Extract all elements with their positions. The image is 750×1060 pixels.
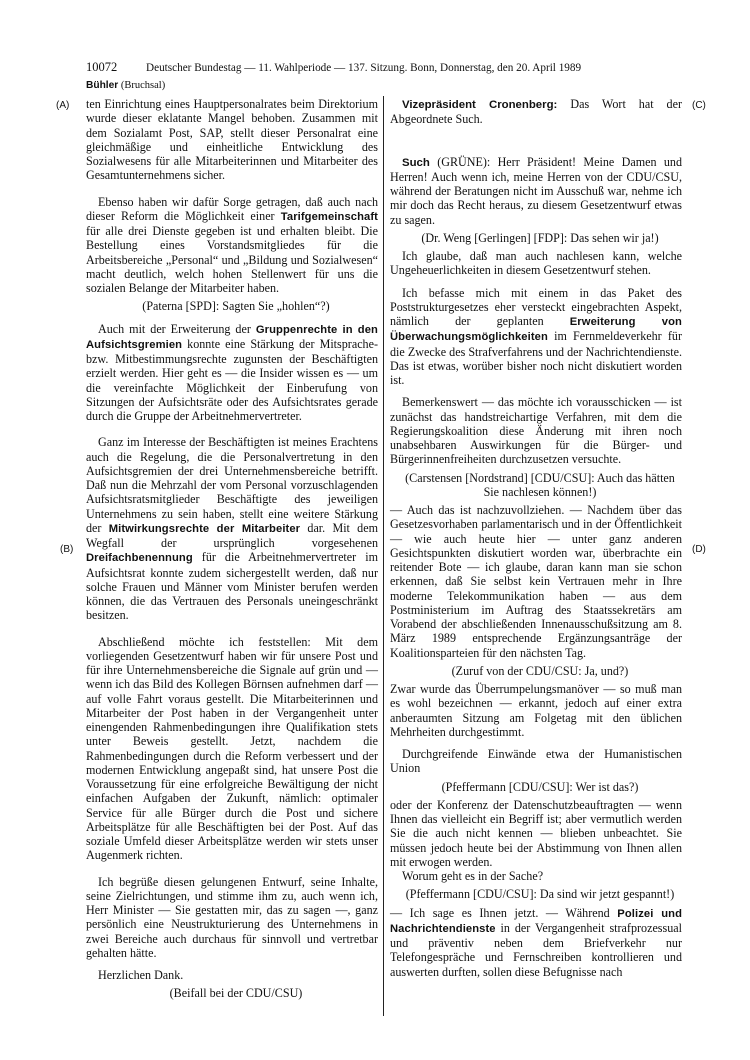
- interjection: (Pfeffermann [CDU/CSU]: Da sind wir jetzt gespannt!): [405, 887, 675, 902]
- paragraph: Ich befasse mich mit einem in das Paket des Poststrukturgesetzes eher versteckt eingebrachten Aspekt, nämlich der geplanten Erweiterung von Überwachungsmöglichkeiten im Fernmeldeverkehr für die Zwecke des Strafverfahrens und der Nachrichtendienste. Das ist etwas, worüber bisher noch nicht diskutiert worden ist.: [390, 285, 682, 387]
- paragraph-text: (GRÜNE): Herr Präsident! Meine Damen und Herren! Auch wenn ich, meine Herren von der CDU/CSU, während der Beratungen nicht im Ausschuß war, nehme ich mir doch das Recht heraus, zu diesem Gesetzentwurf etwas zu sagen.: [390, 154, 682, 227]
- right-column: [390, 97, 682, 979]
- column-divider: [383, 96, 384, 1016]
- paragraph: Herzlichen Dank.: [98, 968, 184, 982]
- running-title: Deutscher Bundestag — 11. Wahlperiode — 137. Sitzung. Bonn, Donnerstag, den 20. April 1989: [146, 62, 582, 74]
- running-header: [86, 60, 686, 75]
- margin-mark-d: (D): [692, 544, 706, 555]
- paragraph: ten Einrichtung eines Hauptpersonalrates beim Direktorium wurde dieser eklatante Mangel behoben. Zusammen mit dem Sozialamt Post, SAP, stellt dieser Personalrat eine gleichmäßige und einheitliche Entwicklung des Sozialwesens für alle Mitarbeiterinnen und Mitarbeiter des Gesamtunternehmens sicher.: [86, 97, 378, 183]
- left-column: [86, 97, 378, 1005]
- margin-mark-b: (B): [60, 544, 74, 555]
- page-number: 10072: [86, 60, 118, 74]
- interjection: (Carstensen [Nordstrand] [CDU/CSU]: Auch das hätten Sie nachlesen können!): [405, 470, 675, 499]
- paragraph: — Auch das ist nachzuvollziehen. — Nachdem über das Gesetzesvorhaben parlamentarisch und in der Öffentlichkeit — wie auch heute hier — unter ganz anderen Gesichtspunkten diskutiert worden war, überbrachte ein reitender Bote — ich glaube, daran kann man sie schon erkennen, daß Sie selbst kein Vertrauen mehr in Ihre moderne Telekommunikation haben — aus dem Postministerium im Auftrag des Staatssekretärs am Vorabend der abschließenden Innenausschußsitzung am 8. März 1989 entsprechende Ergänzungsanträge der Koalitionsparteien für den nächsten Tag.: [390, 503, 682, 660]
- paragraph: Zwar wurde das Überrumpelungsmanöver — so muß man es wohl bezeichnen — erkannt, jedoch auf einer extra anberaumten Sitzung am Folgetag mit den üblichen Mehrheiten durchgestimmt.: [390, 682, 682, 739]
- paragraph: [390, 97, 682, 127]
- interjection: (Dr. Weng [Gerlingen] [FDP]: Das sehen wir ja!): [421, 230, 659, 245]
- interjection: (Pfeffermann [CDU/CSU]: Wer ist das?): [441, 779, 639, 794]
- speaker-constituency: (Bruchsal): [120, 80, 166, 91]
- paragraph: Bemerkenswert — das möchte ich vorausschicken — ist zunächst das handstreichartige Verfahren, mit dem die Regierungskoalition diese Änderung mit ihren noch unabsehbaren Auswirkungen für die Bürger- und Bürgerinnenfreiheiten durchzusetzen versuchte.: [390, 395, 682, 467]
- paragraph-text: Das Wort hat der Abgeordnete Such.: [390, 97, 682, 127]
- margin-mark-a: (A): [56, 100, 70, 111]
- interjection: (Paterna [SPD]: Sagten Sie „hohlen“?): [142, 299, 330, 314]
- paragraph: Durchgreifende Einwände etwa der Humanistischen Union: [390, 747, 682, 776]
- paragraph: Ebenso haben wir dafür Sorge getragen, daß auch nach dieser Reform die Möglichkeit einer Tarifgemeinschaft für alle drei Dienste gegeben ist und erhalten bleibt. Die Bestellung eines Vorstandsmitgliedes für die Arbeitsbereiche „Personal“ und „Bildung und Sozialwesen“ macht deutlich, welch hohen Stellenwert für uns die sozialen Belange der Mitarbeiter haben.: [86, 194, 378, 295]
- paragraph: Ich glaube, daß man auch nachlesen kann, welche Ungeheuerlichkeiten in diesem Gesetzentwurf stehen.: [390, 249, 682, 278]
- paragraph: Abschließend möchte ich feststellen: Mit dem vorliegenden Gesetzentwurf haben wir für unsere Post und für ihre Unternehmensbereiche die Signale auf grün und — wenn ich das Bild des Kollegen Börnsen aufnehmen darf — auf volle Fahrt voraus gestellt. Die Mitarbeiterinnen und Mitarbeiter der Post haben in der Vergangenheit unter einengenden Rahmenbedingungen ihre Qualifikation stets unter Beweis gestellt. Jetzt, nachdem die Rahmenbedingungen durch die Reform verbessert und der modernen Entwicklung angepaßt sind, hat unsere Post die Voraussetzung für eine erfolgreiche Bewältigung der nicht einfachen Aufgaben der Zukunft, nämlich: optimaler Service für alle Bürger durch die Post und sichere Arbeitsplätze für alle Beschäftigten bei der Post. Auf das soziale Umfeld dieser Arbeitsplätze werden wir stets unser Augenmerk richten.: [86, 634, 378, 863]
- paragraph: Ich begrüße diesen gelungenen Entwurf, seine Inhalte, seine Zielrichtungen, und stimme ihm zu, auch wenn ich, Herr Minister — Sie gestatten mir, das zu sagen —, ganz persönlich eine Neustrukturierung des Unternehmens in zwei Bereiche auch durchaus für sinnvoll und vertretbar gehalten hätte.: [86, 874, 378, 960]
- margin-mark-c: (C): [692, 100, 706, 111]
- paragraph: — Ich sage es Ihnen jetzt. — Während Polizei und Nachrichtendienste in der Vergangenheit strafprozessual und präventiv neben dem Briefverkehr nur Telefongespräche und Fernschreiben kontrollieren und auswerten durften, sollen diese Befugnisse nach: [390, 905, 682, 979]
- paragraph: Ganz im Interesse der Beschäftigten ist meines Erachtens auch die Regelung, die die Personalvertretung in den Aufsichtsgremien der drei Unternehmensbereiche betrifft. Daß nun die Mehrzahl der vom Personal vorzuschlagenden Aufsichtsratsmitglieder Beschäftigte des jeweiligen Unternehmens zu sein haben, stellt eine weitere Stärkung der Mitwirkungsrechte der Mitarbeiter dar. Mit dem Wegfall der ursprünglich vorgesehenen Dreifachbenennung für die Arbeitnehmervertreter im Aufsichtsrat konnte zudem sichergestellt werden, daß nur solche Frauen und Männer vom Minister berufen werden können, die das Vertrauen des Personals uneingeschränkt besitzen.: [86, 435, 378, 623]
- interjection: (Beifall bei der CDU/CSU): [169, 986, 303, 1001]
- paragraph: Worum geht es in der Sache?: [402, 869, 544, 883]
- speaker-name: Bühler: [86, 80, 119, 91]
- continued-speaker: [86, 80, 165, 91]
- speaker-label: Vizepräsident Cronenberg:: [402, 99, 558, 111]
- paragraph: [390, 155, 682, 227]
- speaker-label: Such: [402, 156, 430, 169]
- paragraph: oder der Konferenz der Datenschutzbeauftragten — wenn Ihnen das vielleicht ein Begriff ist; aber vermutlich werden Sie die auch nicht kennen — blieben unbeachtet. Sie müssen jedoch heute bei der Abstimmung von Ihnen allen mit erwogen werden.: [390, 797, 682, 869]
- interjection: (Zuruf von der CDU/CSU: Ja, und?): [451, 663, 629, 678]
- paragraph: Auch mit der Erweiterung der Gruppenrechte in den Aufsichtsgremien konnte eine Stärkung der Mitsprache- bzw. Mitbestimmungsrechte zugunsten der Beschäftigten erzielt werden. Hier geht es — die Insider wissen es — um die vereinfachte Möglichkeit der Einberufung von Sitzungen der Aufsichtsräte oder des Aufsichtsrates gerade durch die Gruppe der Arbeitnehmervertreter.: [86, 321, 378, 423]
